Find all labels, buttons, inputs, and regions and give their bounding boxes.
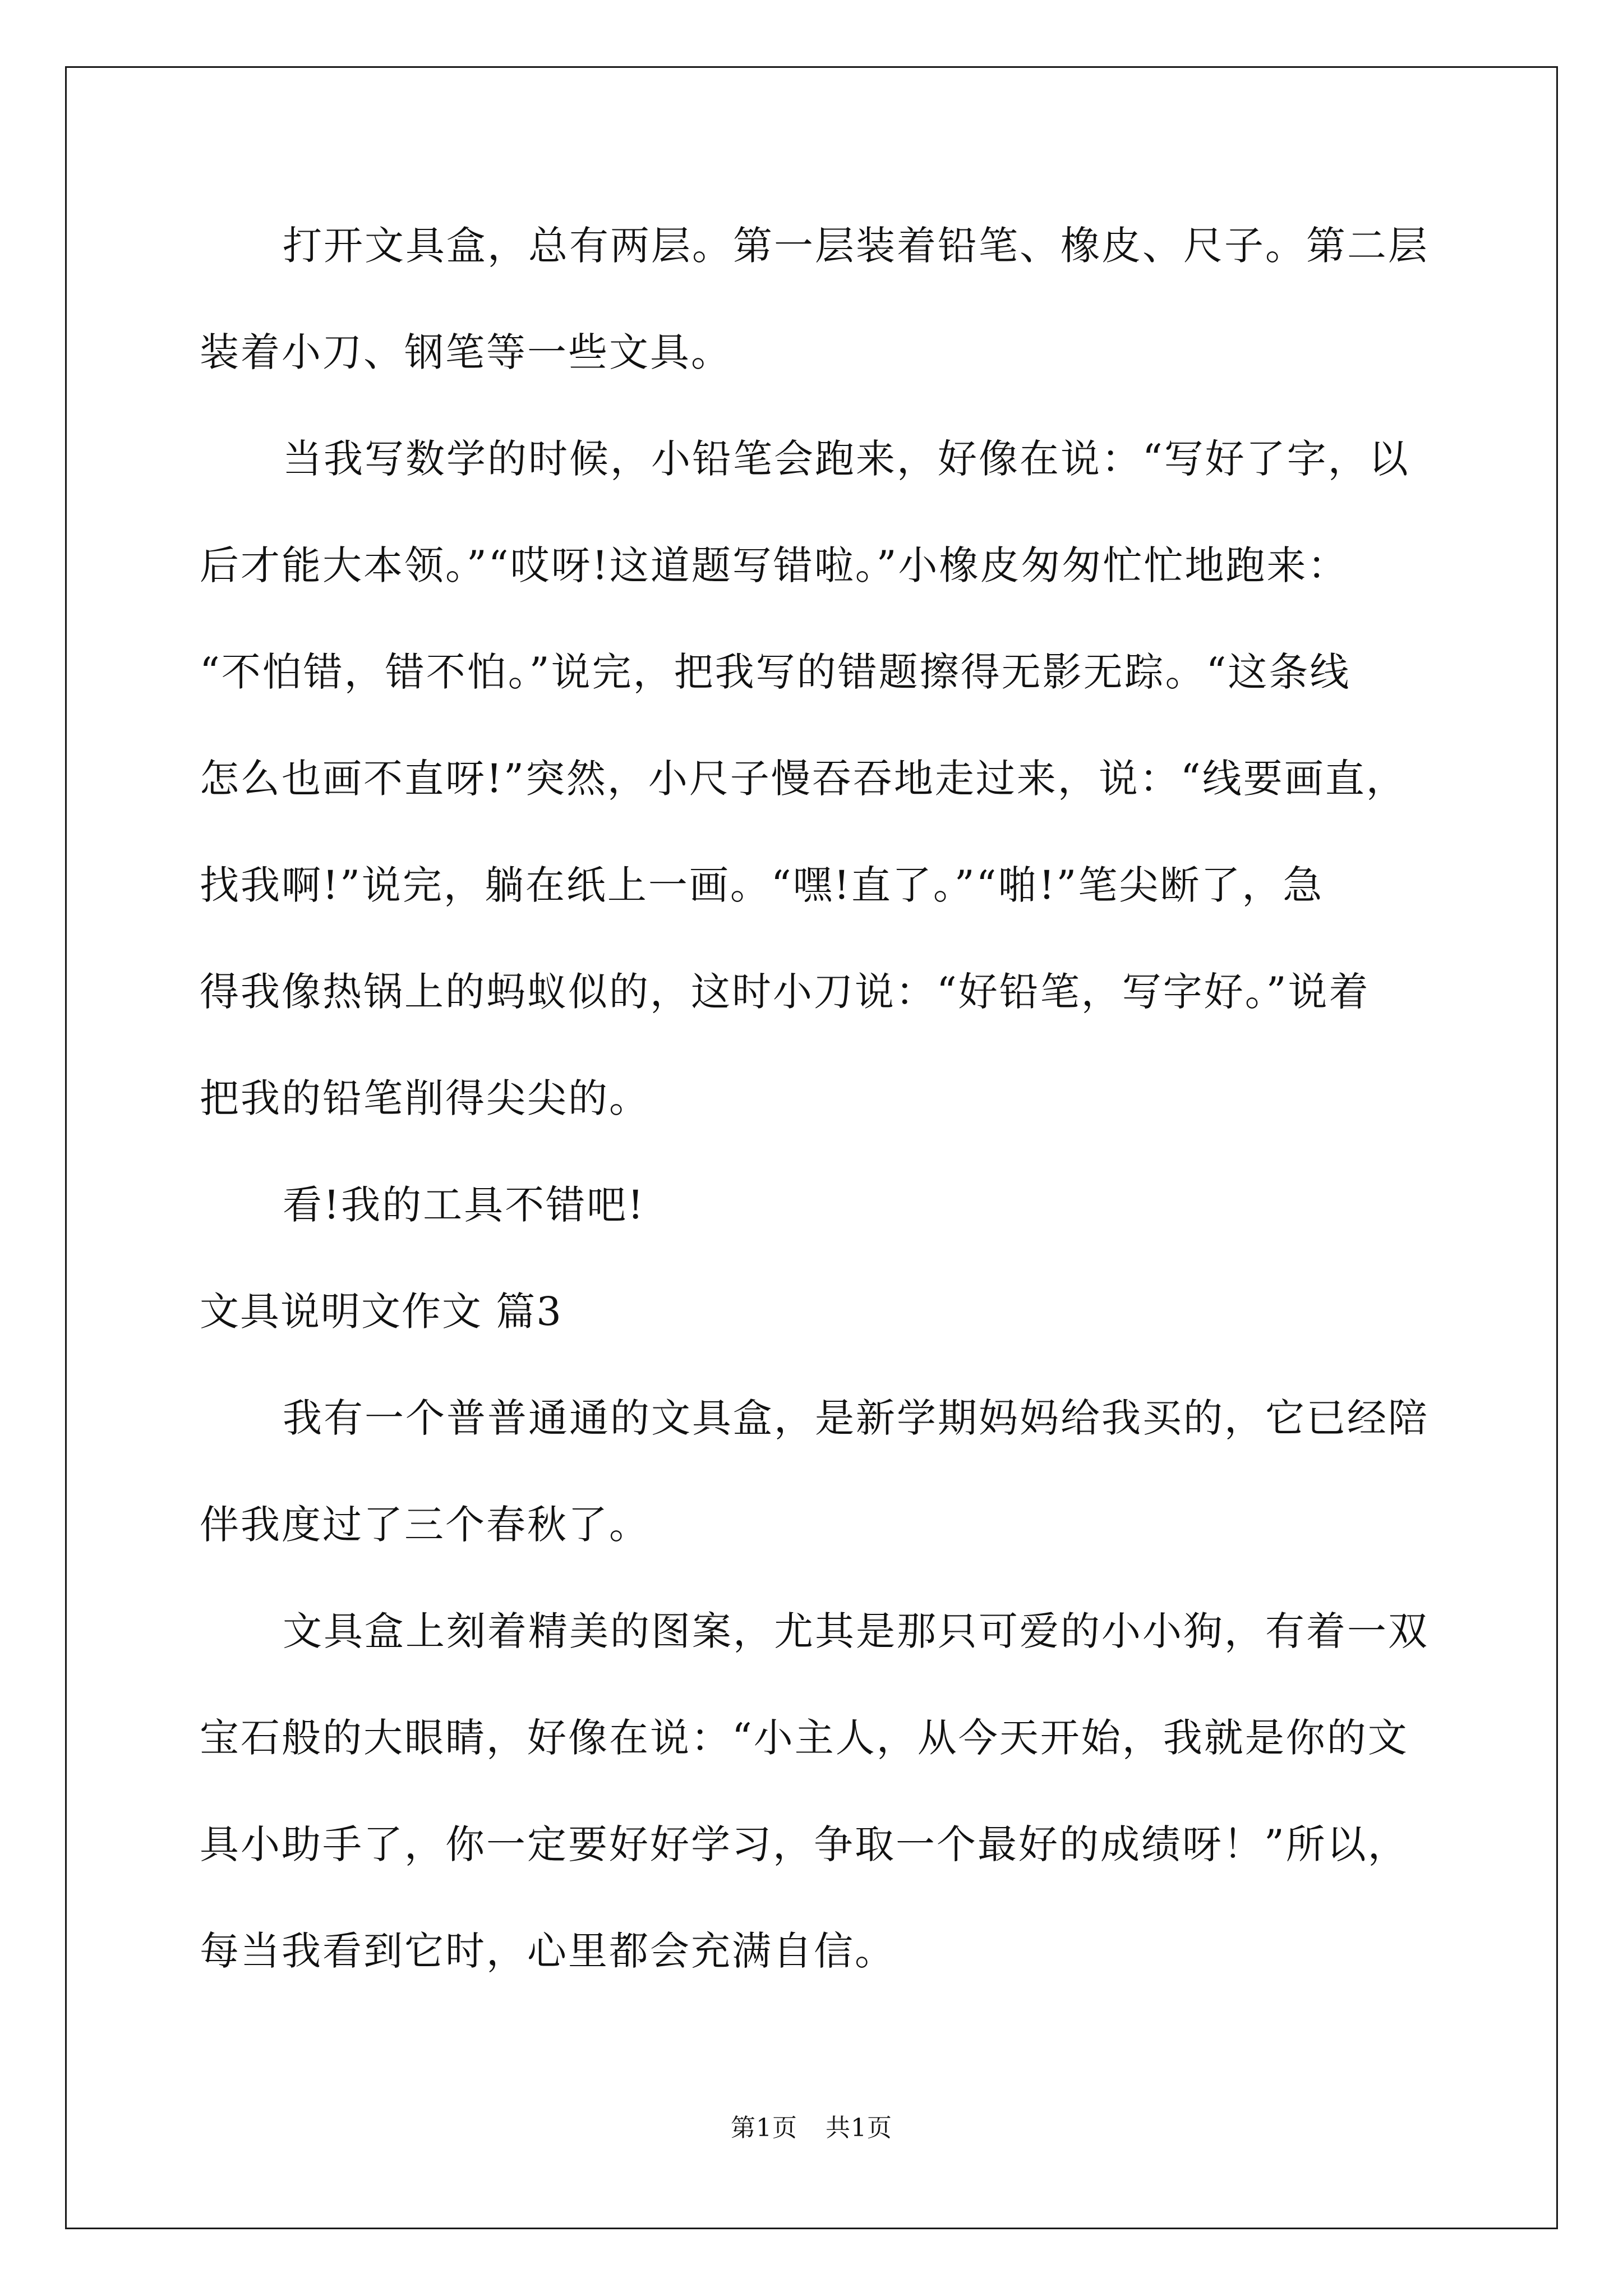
text-line: 文具盒上刻着精美的图案，尤其是那只可爱的小小狗，有着一双 [283, 1608, 1429, 1654]
text-line: 宝石般的大眼睛，好像在说：“小主人，从今天开始，我就是你的文 [200, 1715, 1409, 1761]
text-line: 找我啊!”说完，躺在纸上一画。“嘿!直了。”“啪!”笔尖断了，急 [200, 862, 1324, 908]
text-line: 具小助手了，你一定要好好学习，争取一个最好的成绩呀！”所以， [200, 1821, 1409, 1867]
page-total: 共1页 [826, 2114, 892, 2142]
text-line: 当我写数学的时候，小铅笔会跑来，好像在说：“写好了字，以 [283, 436, 1410, 482]
text-line: 后才能大本领。”“哎呀!这道题写错啦。”小橡皮匆匆忙忙地跑来： [200, 542, 1349, 588]
text-line: 得我像热锅上的蚂蚁似的，这时小刀说：“好铅笔，写字好。”说着 [200, 969, 1370, 1015]
text-line: 打开文具盒，总有两层。第一层装着铅笔、橡皮、尺子。第二层 [283, 223, 1429, 269]
section-heading: 文具说明文作文 篇3 [200, 1289, 562, 1335]
text-line: 每当我看到它时，心里都会充满自信。 [200, 1928, 896, 1974]
text-line: 我有一个普普通通的文具盒，是新学期妈妈给我买的，它已经陪 [283, 1395, 1429, 1441]
page-footer [0, 2114, 1623, 2143]
text-line: 伴我度过了三个春秋了。 [200, 1502, 650, 1548]
page-number: 第1页 [731, 2114, 797, 2142]
text-line: 怎么也画不直呀!”突然，小尺子慢吞吞地走过来，说：“线要画直， [200, 756, 1407, 802]
document-body [200, 220, 1428, 2032]
text-line: “不怕错，错不怕。”说完，把我写的错题擦得无影无踪。“这条线 [200, 649, 1351, 695]
text-line: 看!我的工具不错吧! [283, 1182, 645, 1228]
text-line: 把我的铅笔削得尖尖的。 [200, 1075, 650, 1121]
text-line: 装着小刀、钢笔等一些文具。 [200, 329, 732, 375]
